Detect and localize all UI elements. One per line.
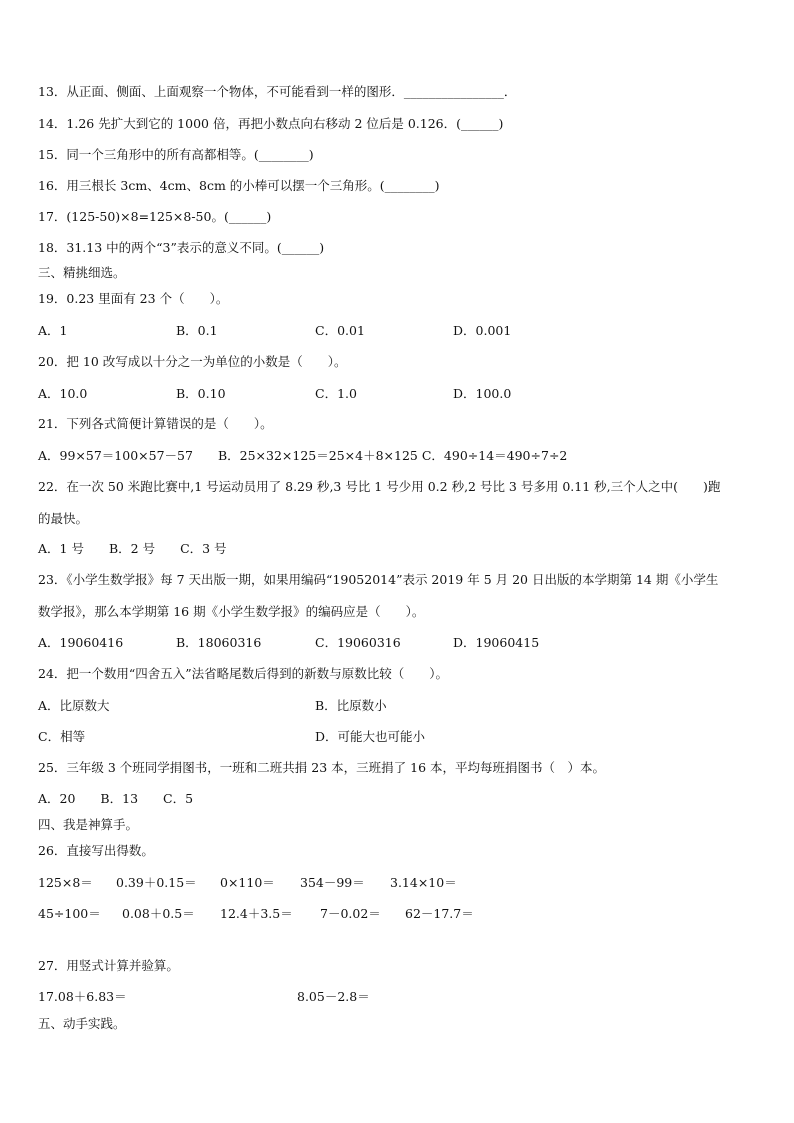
q24-option-d: D．可能大也可能小 bbox=[315, 729, 426, 744]
question-16: 16．用三根长 3cm、4cm、8cm 的小棒可以摆一个三角形。(________) bbox=[38, 178, 440, 193]
question-14: 14．1.26 先扩大到它的 1000 倍，再把小数点向右移动 2 位后是 0.126．(______) bbox=[38, 116, 504, 131]
question-13: 13．从正面、侧面、上面观察一个物体，不可能看到一样的图形．________________． bbox=[38, 84, 517, 99]
q20-option-b: B．0.10 bbox=[176, 386, 226, 401]
calc-item: 0.08＋0.5＝ bbox=[122, 906, 195, 921]
calc-item: 0×110＝ bbox=[220, 875, 275, 890]
question-27: 27．用竖式计算并验算。 bbox=[38, 958, 179, 973]
q23-option-a: A．19060416 bbox=[38, 635, 124, 650]
q19-option-b: B．0.1 bbox=[176, 323, 218, 338]
q22-options: A．1 号 B．2 号 C．3 号 bbox=[38, 541, 227, 556]
calc-item: 125×8＝ bbox=[38, 875, 93, 890]
section-5-heading: 五、动手实践。 bbox=[38, 1016, 126, 1031]
calc-item: 3.14×10＝ bbox=[390, 875, 457, 890]
q19-option-a: A．1 bbox=[38, 323, 68, 338]
calc-item: 354－99＝ bbox=[300, 875, 365, 890]
question-25: 25．三年级 3 个班同学捐图书，一班和二班共捐 23 本，三班捐了 16 本，平均每班捐图书（ ）本。 bbox=[38, 760, 606, 775]
q25-options: A．20 B．13 C．5 bbox=[38, 791, 194, 806]
q24-option-a: A．比原数大 bbox=[38, 698, 110, 713]
q21-options: A．99×57＝100×57－57 B．25×32×125＝25×4＋8×125 C．490÷14＝490÷7÷2 bbox=[38, 448, 568, 463]
q24-option-b: B．比原数小 bbox=[315, 698, 387, 713]
question-26: 26．直接写出得数。 bbox=[38, 843, 154, 858]
question-23: 23．《小学生数学报》每 7 天出版一期，如果用编码“19052014”表示 2019 年 5 月 20 日出版的本学期第 14 期《小学生 bbox=[38, 572, 719, 587]
q19-option-d: D．0.001 bbox=[453, 323, 512, 338]
question-19: 19．0.23 里面有 23 个（ ）。 bbox=[38, 291, 229, 306]
q24-option-c: C．相等 bbox=[38, 729, 86, 744]
question-22-cont: 的最快。 bbox=[38, 511, 89, 526]
question-23-cont: 数学报》，那么本学期第 16 期《小学生数学报》的编码应是（ ）。 bbox=[38, 604, 425, 619]
question-22: 22．在一次 50 米跑比赛中,1 号运动员用了 8.29 秒,3 号比 1 号少用 0.2 秒,2 号比 3 号多用 0.11 秒,三个人之中( )跑 bbox=[38, 479, 721, 494]
q23-option-b: B．18060316 bbox=[176, 635, 262, 650]
calc-item: 45÷100＝ bbox=[38, 906, 101, 921]
question-18: 18．31.13 中的两个“3”表示的意义不同。(______) bbox=[38, 240, 325, 255]
vertical-calc-item: 8.05－2.8＝ bbox=[297, 989, 370, 1004]
question-20: 20．把 10 改写成以十分之一为单位的小数是（ ）。 bbox=[38, 354, 347, 369]
section-4-heading: 四、我是神算手。 bbox=[38, 817, 139, 832]
q20-option-a: A．10.0 bbox=[38, 386, 88, 401]
question-15: 15．同一个三角形中的所有高都相等。(________) bbox=[38, 147, 314, 162]
q23-option-d: D．19060415 bbox=[453, 635, 540, 650]
calc-item: 62－17.7＝ bbox=[405, 906, 474, 921]
section-3-heading: 三、精挑细选。 bbox=[38, 265, 126, 280]
q20-option-d: D．100.0 bbox=[453, 386, 512, 401]
question-21: 21．下列各式简便计算错误的是（ ）。 bbox=[38, 416, 273, 431]
question-17: 17．(125-50)×8=125×8-50。(______) bbox=[38, 209, 272, 224]
question-24: 24．把一个数用“四舍五入”法省略尾数后得到的新数与原数比较（ ）。 bbox=[38, 666, 448, 681]
calc-item: 12.4＋3.5＝ bbox=[220, 906, 293, 921]
q20-option-c: C．1.0 bbox=[315, 386, 357, 401]
calc-item: 7－0.02＝ bbox=[320, 906, 381, 921]
q23-option-c: C．19060316 bbox=[315, 635, 401, 650]
q19-option-c: C．0.01 bbox=[315, 323, 365, 338]
calc-item: 0.39＋0.15＝ bbox=[116, 875, 197, 890]
vertical-calc-item: 17.08＋6.83＝ bbox=[38, 989, 127, 1004]
